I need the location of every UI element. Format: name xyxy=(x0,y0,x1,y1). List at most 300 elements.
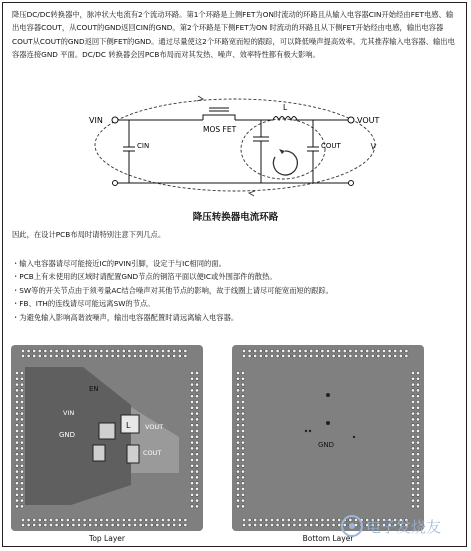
pcb-header-pin xyxy=(156,354,159,357)
pcb-header-pin xyxy=(236,476,239,479)
pcb-header-pin xyxy=(20,412,23,415)
pcb-header-pin xyxy=(117,523,120,526)
pcb-top-l-label: L xyxy=(126,421,131,430)
pcb-header-pin xyxy=(236,453,239,456)
gnd-terminal xyxy=(113,181,118,186)
pcb-header-pin xyxy=(55,518,58,521)
pcb-header-pin xyxy=(100,349,103,352)
pcb-header-pin xyxy=(83,523,86,526)
pcb-header-pin xyxy=(195,493,198,496)
pcb-header-pin xyxy=(195,429,198,432)
pcb-header-pin xyxy=(236,389,239,392)
pcb-header-pin xyxy=(83,354,86,357)
pcb-header-pin xyxy=(360,349,363,352)
pcb-header-pin xyxy=(411,424,414,427)
pcb-header-pin xyxy=(411,458,414,461)
pcb-header-pin xyxy=(128,523,131,526)
pcb-header-pin xyxy=(195,418,198,421)
pcb-header-pin xyxy=(190,487,193,490)
pcb-header-pin xyxy=(349,349,352,352)
pcb-header-pin xyxy=(161,349,164,352)
pcb-header-pin xyxy=(128,354,131,357)
pcb-header-pin xyxy=(377,349,380,352)
pcb-header-pin xyxy=(416,406,419,409)
circuit-vout-label: VOUT xyxy=(357,116,380,125)
pcb-header-pin xyxy=(61,518,64,521)
gnd-terminal-right xyxy=(349,181,354,186)
pcb-header-pin xyxy=(332,523,335,526)
pcb-header-pin xyxy=(236,371,239,374)
pcb-header-pin xyxy=(332,354,335,357)
pcb-header-pin xyxy=(416,493,419,496)
pcb-header-pin xyxy=(122,518,125,521)
pcb-header-pin xyxy=(195,470,198,473)
pcb-header-pin xyxy=(33,354,36,357)
pcb-header-pin xyxy=(326,349,329,352)
pcb-header-pin xyxy=(161,523,164,526)
pcb-header-pin xyxy=(416,487,419,490)
inductor xyxy=(261,117,297,121)
pcb-header-pin xyxy=(167,518,170,521)
pcb-header-pin xyxy=(44,523,47,526)
pcb-header-pin xyxy=(20,424,23,427)
pcb-header-pin xyxy=(411,395,414,398)
pcb-header-pin xyxy=(117,518,120,521)
pcb-header-pin xyxy=(276,354,279,357)
pcb-header-pin xyxy=(332,518,335,521)
pcb-bottom-via xyxy=(353,436,355,438)
pcb-header-pin xyxy=(241,377,244,380)
pcb-header-pin xyxy=(20,383,23,386)
pcb-header-pin xyxy=(21,349,24,352)
pcb-header-pin xyxy=(287,523,290,526)
pcb-header-pin xyxy=(15,464,18,467)
pcb-header-pin xyxy=(241,441,244,444)
pcb-header-pin xyxy=(298,518,301,521)
pcb-header-pin xyxy=(15,395,18,398)
pcb-header-pin xyxy=(304,349,307,352)
pcb-header-pin xyxy=(411,400,414,403)
pcb-header-pin xyxy=(276,349,279,352)
pcb-header-pin xyxy=(111,349,114,352)
pcb-header-pin xyxy=(38,349,41,352)
pcb-header-pin xyxy=(236,435,239,438)
pcb-header-pin xyxy=(21,518,24,521)
pcb-header-pin xyxy=(298,523,301,526)
pcb-header-pin xyxy=(190,458,193,461)
pcb-bottom-via xyxy=(326,393,330,397)
pcb-header-pin xyxy=(111,523,114,526)
pcb-header-pin xyxy=(178,518,181,521)
pcb-header-pin xyxy=(270,518,273,521)
pcb-header-pin xyxy=(236,499,239,502)
pcb-header-pin xyxy=(94,349,97,352)
pcb-header-pin xyxy=(190,429,193,432)
pcb-header-pin xyxy=(178,523,181,526)
pcb-header-pin xyxy=(190,395,193,398)
pcb-header-pin xyxy=(94,354,97,357)
pcb-header-pin xyxy=(55,523,58,526)
pcb-header-pin xyxy=(122,349,125,352)
pcb-header-pin xyxy=(15,482,18,485)
pcb-header-pin xyxy=(20,429,23,432)
pcb-header-pin xyxy=(20,406,23,409)
pcb-header-pin xyxy=(150,354,153,357)
pcb-header-pin xyxy=(354,354,357,357)
pcb-header-pin xyxy=(66,354,69,357)
pcb-header-pin xyxy=(399,354,402,357)
pcb-header-pin xyxy=(241,493,244,496)
pcb-header-pin xyxy=(236,383,239,386)
current-loop-inner xyxy=(241,119,325,179)
pcb-header-pin xyxy=(338,354,341,357)
pcb-header-pin xyxy=(184,518,187,521)
pcb-header-pin xyxy=(190,389,193,392)
pcb-header-pin xyxy=(411,464,414,467)
pcb-header-pin xyxy=(241,371,244,374)
pcb-header-pin xyxy=(304,354,307,357)
pcb-header-pin xyxy=(315,518,318,521)
pcb-header-pin xyxy=(105,354,108,357)
pcb-header-pin xyxy=(173,518,176,521)
pcb-bottom-layer-image xyxy=(232,345,424,531)
pcb-top-vin-label: VIN xyxy=(63,409,75,417)
pcb-header-pin xyxy=(190,424,193,427)
pcb-header-pin xyxy=(27,518,30,521)
pcb-header-pin xyxy=(184,523,187,526)
pcb-header-pin xyxy=(139,523,142,526)
pcb-header-pin xyxy=(105,349,108,352)
pcb-header-pin xyxy=(15,424,18,427)
pcb-header-pin xyxy=(259,354,262,357)
pcb-header-pin xyxy=(61,354,64,357)
pcb-header-pin xyxy=(411,470,414,473)
pcb-header-pin xyxy=(139,354,142,357)
pcb-header-pin xyxy=(61,523,64,526)
pcb-header-pin xyxy=(270,523,273,526)
pcb-header-pin xyxy=(15,476,18,479)
pcb-header-pin xyxy=(241,389,244,392)
pcb-top-cout xyxy=(127,445,139,463)
pcb-header-pin xyxy=(20,389,23,392)
pcb-header-pin xyxy=(265,523,268,526)
pcb-header-pin xyxy=(20,487,23,490)
circuit-cout-label: COUT xyxy=(321,142,341,150)
pcb-header-pin xyxy=(117,354,120,357)
pcb-header-pin xyxy=(293,349,296,352)
pcb-header-pin xyxy=(184,349,187,352)
pcb-bottom-via xyxy=(326,421,330,425)
pcb-header-pin xyxy=(416,429,419,432)
pcb-header-pin xyxy=(195,400,198,403)
pcb-header-pin xyxy=(133,518,136,521)
pcb-header-pin xyxy=(416,470,419,473)
pcb-header-pin xyxy=(405,349,408,352)
pcb-header-pin xyxy=(293,523,296,526)
pcb-header-pin xyxy=(236,482,239,485)
pcb-header-pin xyxy=(20,435,23,438)
pcb-header-pin xyxy=(190,464,193,467)
pcb-header-pin xyxy=(411,429,414,432)
pcb-header-pin xyxy=(20,395,23,398)
pcb-header-pin xyxy=(282,349,285,352)
pcb-header-pin xyxy=(259,349,262,352)
pcb-header-pin xyxy=(72,354,75,357)
pcb-header-pin xyxy=(377,354,380,357)
pcb-header-pin xyxy=(20,476,23,479)
pcb-header-pin xyxy=(195,453,198,456)
pcb-header-pin xyxy=(145,518,148,521)
pcb-header-pin xyxy=(15,383,18,386)
pcb-header-pin xyxy=(111,354,114,357)
pcb-header-pin xyxy=(310,354,313,357)
circuit-cin-label: CIN xyxy=(137,142,150,150)
pcb-header-pin xyxy=(15,493,18,496)
diagram-title: 降压转换器电流环路 xyxy=(192,212,279,223)
pcb-header-pin xyxy=(298,354,301,357)
pcb-header-pin xyxy=(416,441,419,444)
pcb-header-pin xyxy=(195,389,198,392)
circuit-fet-label: MOS FET xyxy=(203,125,237,134)
pcb-header-pin xyxy=(15,487,18,490)
pcb-header-pin xyxy=(411,383,414,386)
pcb-header-pin xyxy=(20,470,23,473)
pcb-header-pin xyxy=(195,383,198,386)
pcb-header-pin xyxy=(241,400,244,403)
pcb-header-pin xyxy=(15,458,18,461)
top-layer-caption: Top Layer xyxy=(89,534,125,543)
pcb-header-pin xyxy=(122,354,125,357)
pcb-header-pin xyxy=(388,349,391,352)
pcb-header-pin xyxy=(72,518,75,521)
pcb-header-pin xyxy=(236,395,239,398)
pcb-header-pin xyxy=(310,523,313,526)
pcb-header-pin xyxy=(150,518,153,521)
pcb-header-pin xyxy=(27,349,30,352)
pcb-header-pin xyxy=(178,349,181,352)
pcb-header-pin xyxy=(315,523,318,526)
pcb-header-pin xyxy=(20,453,23,456)
pcb-header-pin xyxy=(195,505,198,508)
high-side-fet xyxy=(203,108,235,120)
pcb-header-pin xyxy=(156,523,159,526)
pcb-header-pin xyxy=(304,523,307,526)
pcb-header-pin xyxy=(254,349,257,352)
pcb-header-pin xyxy=(416,499,419,502)
watermark-logo xyxy=(340,512,460,540)
pcb-header-pin xyxy=(195,476,198,479)
pcb-header-pin xyxy=(139,349,142,352)
pcb-header-pin xyxy=(20,447,23,450)
pcb-header-pin xyxy=(190,435,193,438)
pcb-header-pin xyxy=(190,499,193,502)
pcb-header-pin xyxy=(416,377,419,380)
pcb-header-pin xyxy=(190,371,193,374)
pcb-header-pin xyxy=(77,523,80,526)
pcb-header-pin xyxy=(321,518,324,521)
pcb-header-pin xyxy=(282,354,285,357)
pcb-header-pin xyxy=(236,412,239,415)
pcb-header-pin xyxy=(236,406,239,409)
note-item: ・为避免输入影响高谐波噪声，输出电容器配置时请远离输入电容器。 xyxy=(12,312,239,322)
pcb-header-pin xyxy=(416,447,419,450)
pcb-header-pin xyxy=(20,377,23,380)
pcb-header-pin xyxy=(287,349,290,352)
pcb-header-pin xyxy=(161,518,164,521)
pcb-header-pin xyxy=(105,518,108,521)
pcb-header-pin xyxy=(287,354,290,357)
pcb-header-pin xyxy=(236,493,239,496)
pcb-header-pin xyxy=(241,464,244,467)
pcb-header-pin xyxy=(411,482,414,485)
pcb-header-pin xyxy=(326,523,329,526)
pcb-header-pin xyxy=(411,406,414,409)
pcb-header-pin xyxy=(326,354,329,357)
layout-notes-list xyxy=(12,257,460,324)
pcb-header-pin xyxy=(298,349,301,352)
pcb-header-pin xyxy=(416,395,419,398)
pcb-header-pin xyxy=(190,482,193,485)
pcb-header-pin xyxy=(399,349,402,352)
pcb-top-en-label: EN xyxy=(89,385,99,393)
pcb-header-pin xyxy=(190,400,193,403)
pcb-header-pin xyxy=(89,518,92,521)
current-direction-arrow xyxy=(273,151,297,175)
pcb-header-pin xyxy=(178,354,181,357)
pcb-header-pin xyxy=(20,499,23,502)
pcb-header-pin xyxy=(248,523,251,526)
pcb-header-pin xyxy=(27,523,30,526)
pcb-header-pin xyxy=(241,412,244,415)
pcb-header-pin xyxy=(282,518,285,521)
pcb-header-pin xyxy=(236,505,239,508)
pcb-header-pin xyxy=(190,406,193,409)
pcb-header-pin xyxy=(411,371,414,374)
pcb-top-cout-label: COUT xyxy=(143,449,162,457)
pcb-header-pin xyxy=(236,418,239,421)
pcb-header-pin xyxy=(49,349,52,352)
pcb-header-pin xyxy=(236,470,239,473)
pcb-header-pin xyxy=(38,354,41,357)
pcb-header-pin xyxy=(349,354,352,357)
pcb-header-pin xyxy=(411,389,414,392)
pcb-header-pin xyxy=(388,354,391,357)
pcb-header-pin xyxy=(265,349,268,352)
pcb-header-pin xyxy=(21,354,24,357)
pcb-header-pin xyxy=(366,349,369,352)
pcb-header-pin xyxy=(55,349,58,352)
pcb-header-pin xyxy=(416,400,419,403)
pcb-header-pin xyxy=(382,349,385,352)
pcb-header-pin xyxy=(139,518,142,521)
pcb-header-pin xyxy=(241,418,244,421)
pcb-header-pin xyxy=(128,349,131,352)
pcb-header-pin xyxy=(133,523,136,526)
pcb-header-pin xyxy=(15,406,18,409)
pcb-header-pin xyxy=(411,435,414,438)
pcb-header-pin xyxy=(150,523,153,526)
pcb-header-pin xyxy=(241,482,244,485)
pcb-header-pin xyxy=(338,349,341,352)
intro-paragraph: 降压DC/DC转换器中，脉冲状大电流有2个流动环路。第1个环路是上侧FET为ON时流动的环路且从输入电容器CIN开始经由FET电感、输出电容器COUT，从COUT的GND返回CIN的GND。第2个环路是下侧FET为ON 时流动的环路且从下侧FET开始经由电感，输出电容器COUT从COUT的GND返回下侧FET的GND。通过尽量使这2个环路宽而短的跟踪，可以降低噪声提高效率。尤其推荐输入电容器、输出电容器连接GND 平面。DC/DC 转换器会因PCB布局而对其发热、噪声、效率特性都有极大影响。 xyxy=(12,10,455,60)
pcb-header-pin xyxy=(184,354,187,357)
pcb-header-pin xyxy=(315,349,318,352)
pcb-header-pin xyxy=(236,458,239,461)
pcb-header-pin xyxy=(173,354,176,357)
vout-terminal xyxy=(348,117,354,123)
pcb-header-pin xyxy=(173,523,176,526)
pcb-header-pin xyxy=(72,349,75,352)
pcb-header-pin xyxy=(276,523,279,526)
pcb-header-pin xyxy=(66,349,69,352)
pcb-top-ic xyxy=(99,423,115,439)
pcb-header-pin xyxy=(242,349,245,352)
pcb-header-pin xyxy=(190,447,193,450)
pcb-header-pin xyxy=(354,349,357,352)
pcb-header-pin xyxy=(66,523,69,526)
pcb-header-pin xyxy=(49,523,52,526)
pcb-header-pin xyxy=(236,447,239,450)
pcb-header-pin xyxy=(241,470,244,473)
pcb-header-pin xyxy=(241,395,244,398)
loop-arrow-lower xyxy=(249,191,255,196)
pcb-header-pin xyxy=(15,389,18,392)
pcb-header-pin xyxy=(20,505,23,508)
current-direction-arrowhead xyxy=(279,149,285,154)
pcb-header-pin xyxy=(100,523,103,526)
pcb-header-pin xyxy=(117,349,120,352)
pcb-header-pin xyxy=(416,476,419,479)
pcb-header-pin xyxy=(241,383,244,386)
pcb-header-pin xyxy=(128,518,131,521)
pcb-header-pin xyxy=(20,482,23,485)
pcb-header-pin xyxy=(111,518,114,521)
pcb-header-pin xyxy=(15,447,18,450)
pcb-header-pin xyxy=(77,349,80,352)
pcb-header-pin xyxy=(94,523,97,526)
pcb-header-pin xyxy=(77,518,80,521)
pcb-header-pin xyxy=(195,406,198,409)
pcb-header-pin xyxy=(20,458,23,461)
pcb-header-pin xyxy=(411,377,414,380)
pcb-header-pin xyxy=(49,354,52,357)
pcb-header-pin xyxy=(38,518,41,521)
pcb-header-pin xyxy=(248,518,251,521)
pcb-header-pin xyxy=(195,435,198,438)
pcb-header-pin xyxy=(156,518,159,521)
pcb-header-pin xyxy=(15,441,18,444)
pcb-header-pin xyxy=(416,371,419,374)
pcb-header-pin xyxy=(21,523,24,526)
pcb-top-cin xyxy=(93,445,105,461)
pcb-header-pin xyxy=(161,354,164,357)
note-item: ・SW等的开关节点由于须考量AC结合噪声对其他节点的影响，故于线圈上请尽可能宽而短的跟踪。 xyxy=(12,285,333,295)
pcb-header-pin xyxy=(66,518,69,521)
pcb-header-pin xyxy=(15,453,18,456)
loop-arrow-upper xyxy=(197,96,203,101)
pcb-header-pin xyxy=(195,482,198,485)
pcb-header-pin xyxy=(190,377,193,380)
pcb-header-pin xyxy=(133,354,136,357)
pcb-header-pin xyxy=(270,349,273,352)
pcb-header-pin xyxy=(416,412,419,415)
pcb-header-pin xyxy=(15,470,18,473)
pcb-header-pin xyxy=(195,377,198,380)
pcb-header-pin xyxy=(145,354,148,357)
pcb-header-pin xyxy=(282,523,285,526)
pcb-header-pin xyxy=(411,499,414,502)
pcb-header-pin xyxy=(321,349,324,352)
